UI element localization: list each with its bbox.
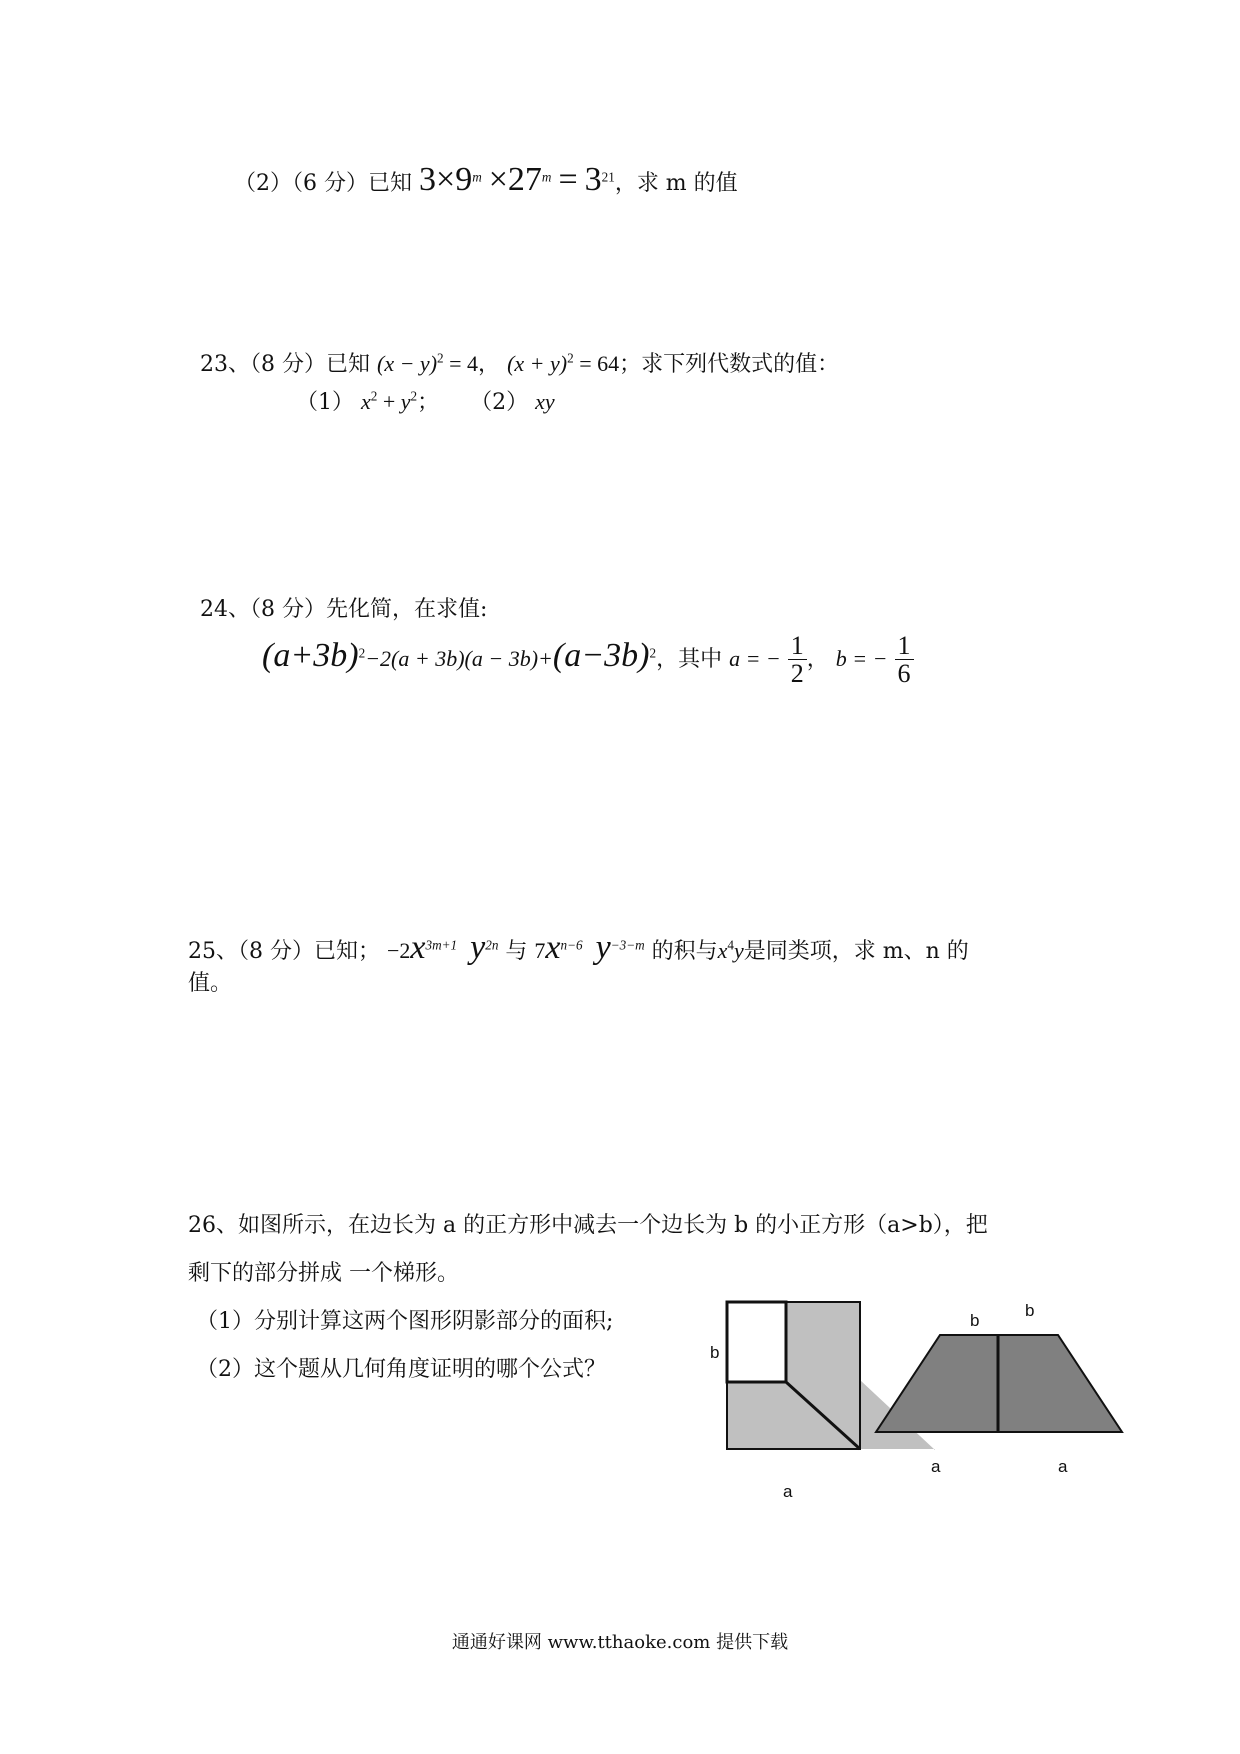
small-square xyxy=(727,1302,786,1382)
q25-y2-exp: −3−m xyxy=(610,937,645,953)
q22-exp21: 21 xyxy=(601,169,615,185)
q23-part1-x: x xyxy=(361,389,371,414)
trap-label-top-left: b xyxy=(970,1311,980,1330)
q22-exp-m2: m xyxy=(541,169,552,185)
square-label-a: a xyxy=(783,1482,793,1501)
square-label-b: b xyxy=(710,1343,720,1362)
q23-cond1: (x − y) xyxy=(377,351,438,376)
q25-x3: x xyxy=(717,938,728,963)
q26-part1-text: （1）分别计算这两个图形阴影部分的面积; xyxy=(196,1309,614,1334)
q22-suffix: ，求 m 的值 xyxy=(614,171,738,196)
q26-line2-text: 剩下的部分拼成 一个梯形。 xyxy=(188,1261,459,1286)
q25-x2-exp: n−6 xyxy=(560,937,583,953)
q25-x2: x xyxy=(545,929,561,966)
q23-part1-yexp: 2 xyxy=(410,388,418,404)
q25-coef2: 7 xyxy=(534,938,546,963)
q25-mid: 的积与 xyxy=(651,939,718,964)
q25-x1-exp: 3m+1 xyxy=(425,937,458,953)
q22-exp-m1: m xyxy=(472,169,482,185)
q25-end: 是同类项，求 m、n 的 xyxy=(743,939,969,964)
q24-a-den: 2 xyxy=(790,659,804,689)
q23-part1-y: y xyxy=(400,389,411,414)
q23-part1-end: ； xyxy=(417,390,440,415)
q23-cond2-exp: 2 xyxy=(567,350,574,366)
q23-part1-plus: + xyxy=(377,389,401,414)
q23-part2-expr: xy xyxy=(535,389,555,414)
q22-times1: × xyxy=(436,161,456,198)
trap-label-bottom-left: a xyxy=(931,1457,941,1476)
q22-twentyseven: 27 xyxy=(507,161,542,198)
q24-b-den: 6 xyxy=(897,659,911,689)
q25-y3: y xyxy=(734,938,744,963)
q25-coef1: −2 xyxy=(387,938,411,963)
q25-x3-exp: 4 xyxy=(727,937,734,953)
q25-and: 与 xyxy=(505,939,535,964)
q24-middle: −2(a + 3b)(a − 3b)+ xyxy=(365,645,553,671)
q23-cond1-exp: 2 xyxy=(437,350,444,366)
q23-sep: ， xyxy=(478,352,501,377)
q25-x1: x xyxy=(410,929,426,966)
q24-b-eq: b = − xyxy=(835,645,888,671)
q24-a-num: 1 xyxy=(788,632,807,660)
q24-term1-exp: 2 xyxy=(358,645,366,661)
q22-eq: = xyxy=(558,161,578,198)
q22-three: 3 xyxy=(419,161,436,198)
q25-y2: y xyxy=(595,929,611,966)
q22-nine: 9 xyxy=(455,161,473,198)
q26-line1-text: 26、如图所示，在边长为 a 的正方形中减去一个边长为 b 的小正方形（a>b），把 xyxy=(188,1213,988,1238)
trap-label-top-right: b xyxy=(1025,1301,1035,1320)
q24-where: ，其中 xyxy=(656,646,723,672)
footer: 通通好课网 www.tthaoke.com 提供下载 xyxy=(451,1632,789,1653)
q24-term3: (a−3b) xyxy=(552,636,650,674)
q24-comma: ， xyxy=(806,646,829,672)
q24-label: 24、（8 分）先化简，在求值: xyxy=(200,597,488,622)
q22-times2: × xyxy=(488,161,508,198)
q23-suffix: ；求下列代数式的值： xyxy=(619,352,840,377)
q25-line2-text: 值。 xyxy=(188,971,233,996)
q23-part1-label: （1） xyxy=(296,390,354,415)
q23-cond2: (x + y) xyxy=(507,351,568,376)
q26-part2-text: （2）这个题从几何角度证明的哪个公式？ xyxy=(196,1357,606,1382)
q25-y1-exp: 2n xyxy=(485,937,499,953)
q24-term3-exp: 2 xyxy=(649,645,657,661)
q24-a-eq: a = − xyxy=(729,645,781,671)
q23-label: 23、（8 分）已知 xyxy=(200,352,370,377)
trap-label-bottom-right: a xyxy=(1058,1457,1068,1476)
q25-y1: y xyxy=(470,929,486,966)
q23-cond1-rhs: = 4 xyxy=(443,351,479,376)
q24-term1: (a+3b) xyxy=(262,636,359,674)
q22-prefix: （2）（6 分）已知 xyxy=(234,171,412,196)
q23-part1-xexp: 2 xyxy=(370,388,378,404)
q22-three-b: 3 xyxy=(584,161,602,198)
q23-cond2-rhs: = 64 xyxy=(573,351,620,376)
q24-b-num: 1 xyxy=(895,632,914,660)
q23-part2-label: （2） xyxy=(470,390,529,415)
q25-label: 25、（8 分）已知； xyxy=(188,939,380,964)
